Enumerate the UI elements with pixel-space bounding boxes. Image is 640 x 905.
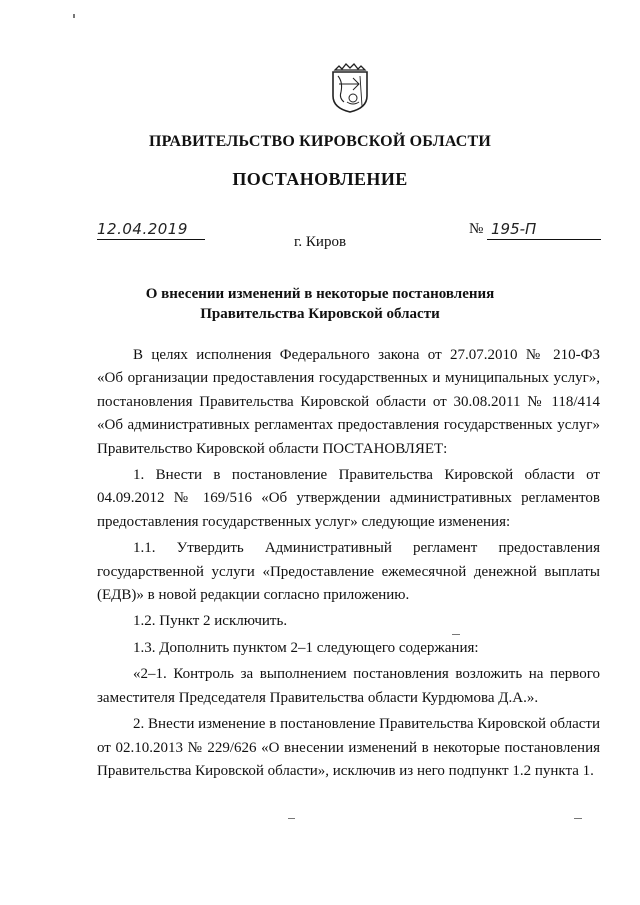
body-line: «2–1. Контроль за выполнением постановления возложить на первого — [133, 666, 600, 683]
body-line: Правительства Кировской области», исключив из него подпункт 1.2 пункта 1. — [97, 762, 594, 779]
body-line: от 02.10.2013 № 229/626 «О внесении изменений в некоторые постановления — [97, 739, 600, 756]
document-subject — [0, 284, 640, 324]
body-word: 1.1. — [133, 540, 156, 557]
kirov-coat-of-arms-icon — [329, 58, 371, 114]
subject-line: О внесении изменений в некоторые постановления — [145, 286, 495, 302]
body-word: Административный — [264, 540, 392, 557]
body-line: государственной услуги «Предоставление ежемесячной денежной выплаты — [97, 563, 600, 580]
body-line: «Об организации предоставления государственных и муниципальных услуг», — [97, 370, 600, 387]
body-line: заместителя Председателя Правительства области Курдюмова Д.А.». — [97, 689, 539, 706]
subject-line: Правительства Кировской области — [200, 306, 440, 322]
body-line — [97, 537, 600, 560]
organization-title: ПРАВИТЕЛЬСТВО КИРОВСКОЙ ОБЛАСТИ — [148, 133, 492, 150]
body-line: 2. Внести изменение в постановление Правительства Кировской области — [133, 716, 600, 733]
body-line: (ЕДВ)» в новой редакции согласно приложению. — [97, 587, 410, 604]
city-line: г. Киров — [293, 234, 347, 250]
body-line: В целях исполнения Федерального закона от 27.07.2010 № 210-ФЗ — [133, 347, 600, 363]
body-word: Утвердить — [176, 540, 244, 557]
body-word: регламент — [412, 540, 478, 557]
body-line: 04.09.2012 № 169/516 «Об утверждении административных регламентов — [97, 490, 600, 507]
document-body — [97, 344, 600, 783]
document-date: 12.04.2019 — [97, 219, 205, 240]
number-label: № — [469, 221, 484, 237]
body-line: «Об административных регламентах предоставления государственных услуг» — [97, 417, 600, 434]
body-line: 1. Внести в постановление Правительства Кировской области от — [133, 467, 600, 484]
body-line: постановления Правительства Кировской области от 30.08.2011 № 118/414 — [97, 393, 600, 410]
document-number: 195-П — [487, 219, 601, 240]
document-type-title: ПОСТАНОВЛЕНИЕ — [232, 169, 408, 189]
body-line: предоставления государственных услуг» следующие изменения: — [97, 513, 511, 530]
scan-speck — [288, 818, 295, 819]
body-line: 1.2. Пункт 2 исключить. — [133, 613, 288, 630]
scan-speck — [574, 818, 582, 819]
scan-speck — [73, 14, 75, 18]
body-line: Правительство Кировской области ПОСТАНОВЛЯЕТ: — [97, 440, 448, 457]
scan-speck — [452, 634, 460, 635]
body-line: 1.3. Дополнить пунктом 2–1 следующего содержания: — [133, 639, 479, 656]
body-word: предоставления — [498, 540, 600, 557]
